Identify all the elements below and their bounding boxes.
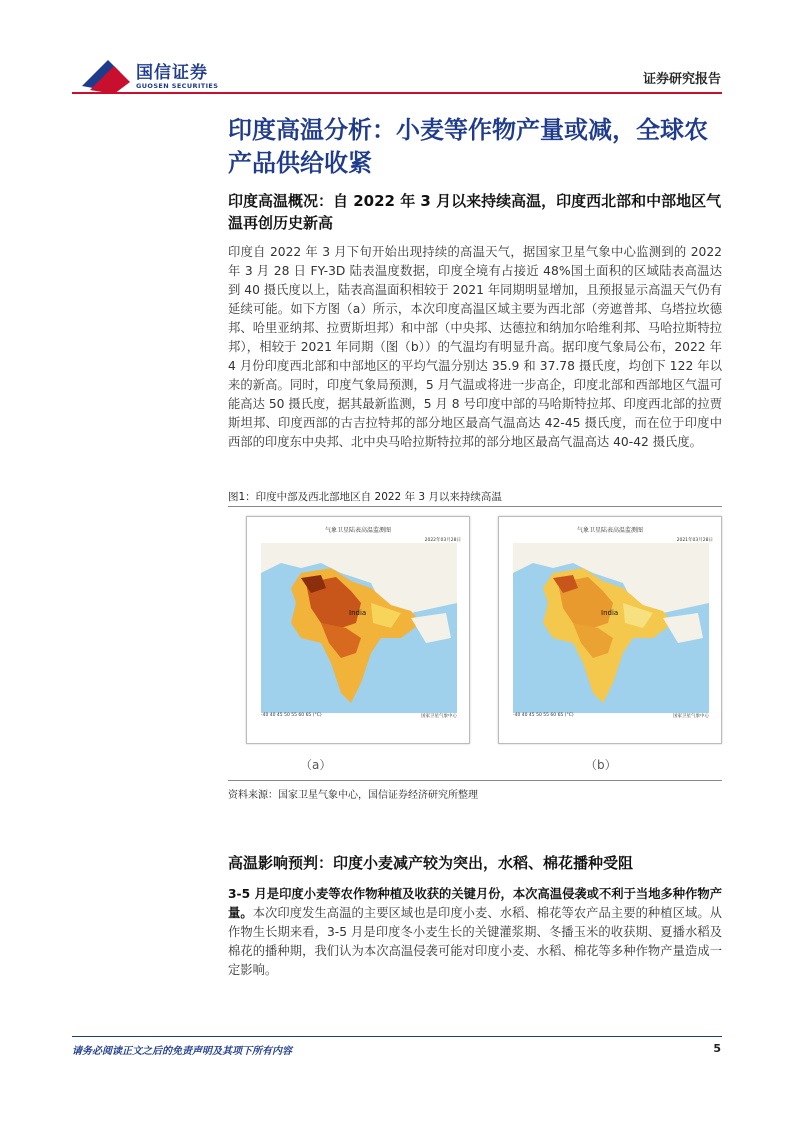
page-header [0, 0, 793, 100]
map-a-country-label: India [349, 609, 367, 617]
map-b-legend [513, 713, 709, 737]
map-a [246, 516, 470, 744]
figure-caption: 图1：印度中部及西北部地区自 2022 年 3 月以来持续高温 [228, 491, 502, 503]
section-heading-1: 印度高温概况：自 2022 年 3 月以来持续高温，印度西北部和中部地区气温再创历史新高 [228, 192, 722, 232]
section-heading-2: 高温影响预判：印度小麦减产较为突出，水稻、棉花播种受阻 [228, 854, 634, 872]
footer-divider [72, 1036, 722, 1037]
map-b-country-label: India [601, 609, 619, 617]
header-divider [72, 92, 722, 94]
map-a-date: 2022年03月28日 [424, 538, 461, 543]
map-a-unit: (°C) [312, 713, 322, 718]
section-lead: 3-5 月是印度小麦等农作物种植及收获的关键月份，本次高温侵袭或不利于当地多种作物产量。 [228, 887, 722, 920]
section-body: 本次印度发生高温的主要区域也是印度小麦、水稻、棉花等农产品主要的种植区域。从作物生长期来看，3-5 月是印度冬小麦生长的关键灌浆期、冬播玉米的收获期、夏播水稻及棉花的播种期，我们认为本次高温侵袭可能对印度小麦、水稻、棉花等多种作物产量造成一定影响。 [228, 906, 722, 977]
map-a-sub-label: （a） [300, 758, 332, 772]
map-b [498, 516, 722, 744]
map-b-agency: 国家卫星气象中心 [673, 714, 709, 719]
page-number: 5 [713, 1042, 721, 1055]
map-a-legend [261, 713, 457, 737]
footer-disclaimer: 请务必阅读正文之后的免责声明及其项下所有内容 [72, 1046, 292, 1057]
india-heat-map-b [513, 543, 709, 713]
map-b-unit: (°C) [564, 713, 574, 718]
map-a-agency: 国家卫星气象中心 [421, 714, 457, 719]
figure-rule-bottom [228, 780, 722, 781]
map-b-scale: -40 40 45 50 55 60 65 [513, 713, 564, 718]
map-a-scale: -40 40 45 50 55 60 65 [261, 713, 312, 718]
map-a-title: 气象卫星陆表高温监测图 [324, 527, 391, 534]
page-title: 印度高温分析：小麦等作物产量或减，全球农产品供给收紧 [228, 116, 708, 177]
section-paragraph-2 [228, 885, 722, 980]
india-heat-map-a [261, 543, 457, 713]
map-b-sub-label: （b） [585, 758, 617, 772]
figure-rule-top [228, 506, 722, 507]
figure-source: 资料来源：国家卫星气象中心，国信证券经济研究所整理 [228, 790, 478, 801]
map-b-title: 气象卫星陆表高温监测图 [576, 527, 643, 534]
logo-text-en: GUOSEN SECURITIES [136, 82, 219, 90]
section-paragraph-1: 印度自 2022 年 3 月下旬开始出现持续的高温天气，据国家卫星气象中心监测到的 2022 年 3 月 28 日 FY-3D 陆表温度数据，印度全境有占接近 48%国土面积的区域陆表高温达到 40 摄氏度以上，陆表高温面积相较于 2021 年同期明显增加，且预报显示高温天气仍有延续可能。如下方图（a）所示，本次印度高温区域主要为西北部（旁遮普邦、乌塔拉坎德邦、哈里亚纳邦、拉贾斯坦邦）和中部（中央邦、达德拉和纳加尔哈维利邦、马哈拉斯特拉邦），相较于 2021 年同期（图（b））的气温均有明显升高。据印度气象局公布，2022 年 4 月份印度西北部和中部地区的平均气温分别达 35.9 和 37.78 摄氏度，均创下 122 年以来的新高。同时，印度气象局预测，5 月气温或将进一步高企，印度北部和西部地区气温可能高达 50 摄氏度，据其最新监测，5 月 8 号印度中部的马哈斯特拉邦、印度西北部的拉贾斯坦邦、印度西部的古吉拉特邦的部分地区最高气温高达 42-45 摄氏度，而在位于印度中西部的印度东中央邦、北中央马哈拉斯特拉邦的部分地区最高气温高达 40-42 摄氏度。 [228, 245, 722, 449]
report-type: 证券研究报告 [642, 72, 721, 87]
map-b-date: 2021年03月28日 [676, 538, 713, 543]
logo-text-cn: 国信证券 [136, 63, 208, 83]
